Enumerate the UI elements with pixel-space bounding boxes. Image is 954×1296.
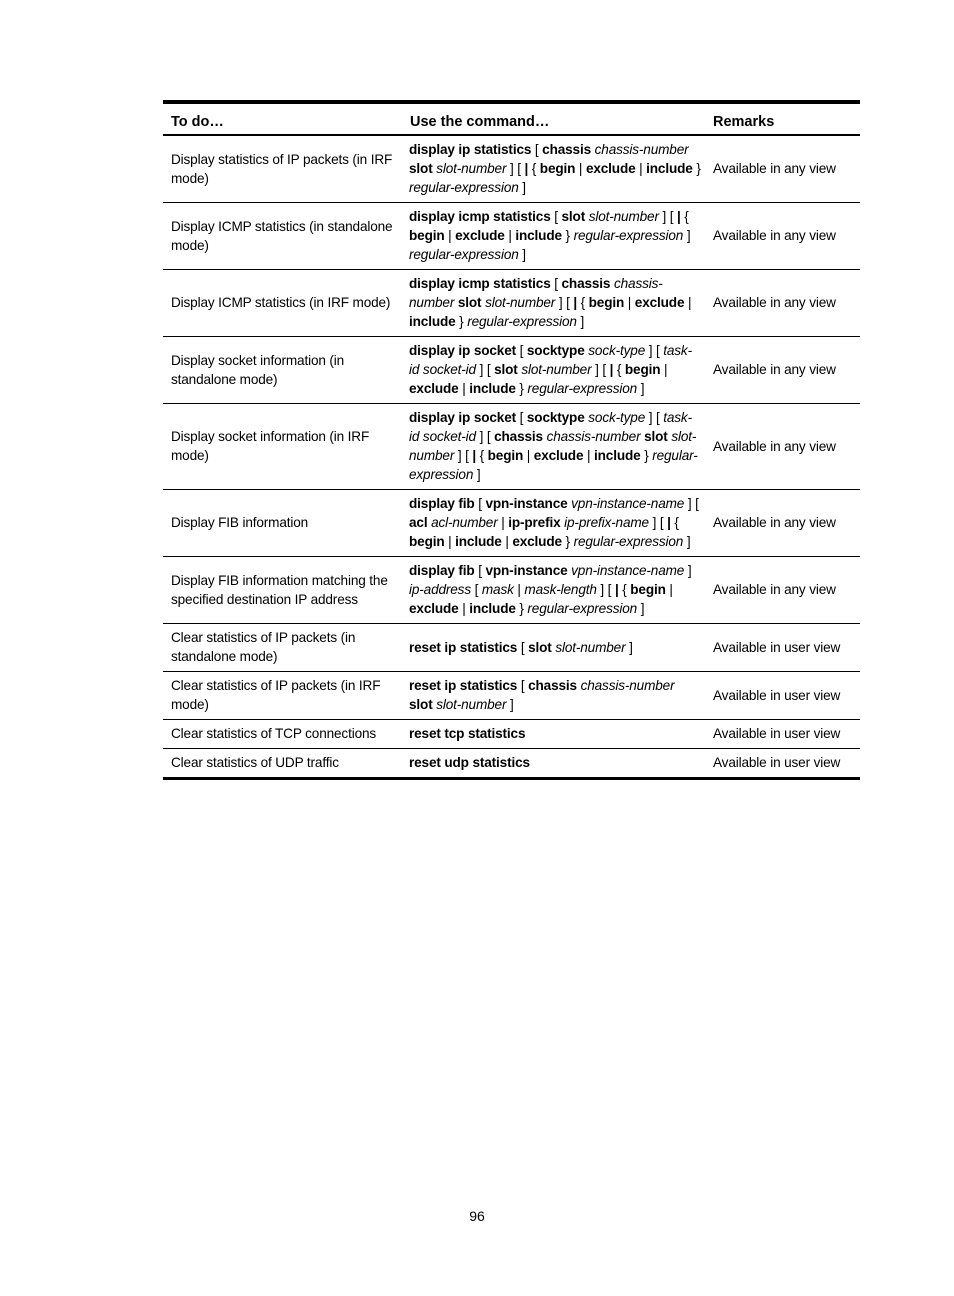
command-keyword: begin: [624, 362, 661, 377]
command-keyword: exclude: [455, 228, 505, 243]
command-syntax-text: [: [516, 410, 527, 425]
command-keyword: slot: [561, 209, 586, 224]
command-syntax: [402, 672, 705, 720]
header-todo: To do…: [163, 102, 402, 135]
command-syntax-text: |: [513, 582, 525, 597]
command-keyword: vpn-instance: [485, 496, 568, 511]
command-syntax: [402, 720, 705, 749]
command-argument: ip-address: [409, 582, 471, 597]
command-argument: acl-number: [431, 515, 498, 530]
command-argument: task-id: [409, 343, 692, 377]
command-syntax-text: |: [624, 295, 635, 310]
command-argument: regular-expression: [409, 180, 519, 195]
command-keyword: include: [469, 601, 516, 616]
remarks: Available in any view: [705, 203, 860, 270]
command-syntax: [402, 337, 705, 404]
command-keyword: slot: [644, 429, 668, 444]
command-syntax-text: |: [497, 515, 509, 530]
command-keyword: display ip socket: [409, 410, 516, 425]
command-keyword: display icmp statistics: [409, 209, 551, 224]
table-header-row: [163, 102, 860, 135]
task-description: Clear statistics of IP packets (in IRF mode): [163, 672, 402, 720]
remarks: Available in any view: [705, 490, 860, 557]
command-keyword: exclude: [585, 161, 636, 176]
command-syntax-text: ]: [473, 467, 481, 482]
command-argument: ip-prefix-name: [564, 515, 649, 530]
command-keyword: slot: [457, 295, 482, 310]
table-row: [163, 404, 860, 490]
task-description: Display ICMP statistics (in IRF mode): [163, 270, 402, 337]
command-keyword: display fib: [409, 563, 475, 578]
command-keyword: |: [472, 448, 476, 463]
command-keyword: |: [573, 295, 577, 310]
command-syntax-text: {: [618, 582, 631, 597]
command-keyword: begin: [487, 448, 524, 463]
remarks: Available in any view: [705, 135, 860, 203]
command-keyword: |: [614, 582, 619, 597]
command-argument: slot-number: [555, 639, 626, 655]
command-syntax-text: |: [684, 295, 692, 310]
command-argument: chassis-number: [409, 276, 663, 310]
command-syntax: [402, 404, 705, 490]
command-keyword: exclude: [634, 295, 685, 310]
command-syntax-text: [: [550, 276, 562, 291]
command-syntax-text: {: [576, 295, 589, 310]
command-keyword: slot: [528, 639, 552, 655]
command-syntax-text: |: [523, 448, 534, 463]
command-keyword: exclude: [409, 601, 459, 616]
header-remarks: Remarks: [705, 102, 860, 135]
task-description: Display statistics of IP packets (in IRF mode): [163, 135, 402, 203]
command-syntax-text: ]: [684, 563, 692, 578]
command-syntax-text: ]: [625, 639, 633, 655]
command-keyword: |: [667, 515, 671, 530]
command-argument: slot-number: [436, 697, 507, 712]
command-syntax-text: }: [561, 228, 574, 243]
command-argument: regular-expression: [573, 228, 684, 243]
command-syntax-text: |: [583, 448, 595, 463]
command-syntax: [402, 270, 705, 337]
command-keyword: chassis: [561, 276, 611, 291]
command-syntax-text: ] [: [658, 209, 677, 224]
table-row: [163, 749, 860, 779]
command-syntax-text: |: [444, 228, 456, 243]
command-syntax-text: ] [: [645, 410, 664, 425]
command-syntax-text: ] [: [454, 448, 473, 463]
command-keyword: begin: [409, 534, 445, 549]
command-syntax: [402, 624, 705, 672]
command-syntax: [402, 203, 705, 270]
table-row: [163, 135, 860, 203]
command-keyword: socktype: [526, 410, 585, 425]
command-syntax-text: [: [474, 563, 486, 578]
command-syntax-text: [: [516, 343, 527, 358]
task-description: Display socket information (in IRF mode): [163, 404, 402, 490]
command-syntax-text: ]: [518, 180, 526, 195]
command-keyword: reset tcp statistics: [409, 726, 526, 741]
command-keyword: display ip statistics: [409, 142, 532, 157]
command-keyword: |: [609, 362, 614, 377]
task-description: Display ICMP statistics (in standalone mode): [163, 203, 402, 270]
command-argument: vpn-instance-name: [571, 563, 685, 578]
command-syntax-text: }: [561, 534, 574, 549]
command-syntax-text: }: [692, 161, 701, 176]
command-syntax-text: |: [504, 228, 516, 243]
command-keyword: exclude: [533, 448, 584, 463]
command-keyword: slot: [409, 161, 433, 176]
command-keyword: begin: [539, 161, 576, 176]
command-argument: regular-expression: [409, 247, 519, 262]
command-syntax-text: ]: [506, 697, 514, 712]
command-argument: regular-expression: [527, 381, 638, 396]
command-argument: chassis-number: [580, 678, 675, 693]
command-keyword: exclude: [512, 534, 562, 549]
task-description: Display FIB information: [163, 490, 402, 557]
command-reference-table: [163, 100, 860, 780]
task-description: Display socket information (in standalone mode): [163, 337, 402, 404]
command-keyword: chassis: [494, 429, 543, 444]
command-syntax-text: }: [640, 448, 653, 463]
command-keyword: reset udp statistics: [409, 755, 530, 770]
command-keyword: ip-prefix: [508, 515, 561, 530]
command-argument: slot-number: [409, 429, 697, 463]
command-syntax: [402, 490, 705, 557]
command-syntax-text: ] [: [506, 161, 525, 176]
command-keyword: include: [515, 228, 562, 243]
task-description: Clear statistics of IP packets (in standalone mode): [163, 624, 402, 672]
command-keyword: |: [524, 161, 529, 176]
command-keyword: reset ip statistics: [409, 678, 518, 693]
command-keyword: acl: [409, 515, 428, 530]
command-syntax-text: ] [: [475, 429, 495, 444]
command-keyword: slot: [494, 362, 518, 377]
command-syntax-text: |: [665, 582, 673, 597]
command-argument: slot-number: [588, 209, 659, 224]
command-syntax-text: [: [470, 582, 482, 597]
command-syntax-text: }: [515, 381, 528, 396]
command-keyword: include: [646, 161, 693, 176]
command-syntax-text: {: [670, 515, 679, 530]
task-description: Clear statistics of UDP traffic: [171, 755, 339, 770]
remarks: Available in user view: [713, 755, 841, 770]
table-row: [163, 672, 860, 720]
remarks: Available in user view: [705, 624, 860, 672]
command-syntax-text: [: [550, 209, 562, 224]
command-argument: regular-expression: [527, 601, 638, 616]
command-syntax: [402, 135, 705, 203]
remarks: Available in any view: [705, 337, 860, 404]
command-syntax: [402, 749, 705, 779]
command-syntax-text: ] [: [596, 582, 615, 597]
command-keyword: include: [409, 314, 456, 329]
command-argument: slot-number: [485, 295, 556, 310]
command-argument: slot-number: [521, 362, 592, 377]
command-keyword: include: [594, 448, 641, 463]
command-syntax-text: |: [635, 161, 647, 176]
command-syntax-text: |: [575, 161, 586, 176]
command-syntax-text: ] [: [645, 343, 664, 358]
remarks: Available in any view: [705, 404, 860, 490]
command-keyword: reset ip statistics: [409, 639, 518, 655]
command-keyword: begin: [409, 228, 445, 243]
command-syntax-text: [: [517, 678, 529, 693]
command-keyword: display ip socket: [409, 343, 516, 358]
command-syntax-text: |: [458, 601, 470, 616]
remarks: Available in user view: [705, 672, 860, 720]
command-keyword: include: [455, 534, 502, 549]
command-syntax-text: ]: [637, 381, 645, 396]
command-syntax-text: ] [: [475, 362, 495, 377]
command-syntax-text: ]: [518, 247, 526, 262]
command-keyword: display icmp statistics: [409, 276, 551, 291]
command-keyword: exclude: [409, 381, 459, 396]
table-row: [163, 490, 860, 557]
command-syntax-text: }: [515, 601, 528, 616]
command-argument: sock-type: [588, 410, 646, 425]
command-syntax-text: ]: [683, 534, 691, 549]
command-argument: mask-length: [524, 582, 597, 597]
command-keyword: include: [469, 381, 516, 396]
command-syntax-text: {: [476, 448, 488, 463]
command-syntax-text: [: [695, 496, 699, 511]
table-row: [163, 624, 860, 672]
command-syntax-text: {: [680, 209, 689, 224]
table-row: [163, 557, 860, 624]
command-keyword: |: [676, 209, 681, 224]
command-keyword: begin: [630, 582, 666, 597]
command-syntax: [402, 557, 705, 624]
task-description: Display FIB information matching the specified destination IP address: [163, 557, 402, 624]
command-keyword: chassis: [528, 678, 577, 693]
task-description: Clear statistics of TCP connections: [163, 720, 402, 749]
command-keyword: vpn-instance: [485, 563, 568, 578]
command-syntax-text: |: [458, 381, 470, 396]
command-syntax-text: ]: [683, 228, 691, 243]
command-keyword: slot: [409, 697, 433, 712]
command-argument: regular-expression: [573, 534, 684, 549]
command-syntax-text: [: [517, 639, 529, 655]
table-row: [163, 270, 860, 337]
header-command: Use the command…: [402, 102, 705, 135]
command-argument: vpn-instance-name: [571, 496, 685, 511]
command-syntax-text: |: [660, 362, 668, 377]
command-argument: sock-type: [588, 343, 646, 358]
command-argument: chassis-number: [594, 142, 689, 157]
command-argument: regular-expression: [467, 314, 577, 329]
command-syntax-text: {: [528, 161, 540, 176]
command-syntax-text: ] [: [555, 295, 574, 310]
table-row: [163, 337, 860, 404]
table-body: [163, 135, 860, 779]
command-argument: slot-number: [436, 161, 507, 176]
remarks: Available in user view: [705, 720, 860, 749]
command-syntax-text: |: [501, 534, 513, 549]
command-syntax-text: ]: [684, 496, 696, 511]
command-keyword: display fib: [409, 496, 475, 511]
page-number: 96: [469, 1208, 485, 1224]
remarks: Available in any view: [705, 557, 860, 624]
table-row: [163, 203, 860, 270]
command-argument: socket-id: [422, 429, 476, 444]
command-argument: task-id: [409, 410, 692, 444]
command-keyword: socktype: [526, 343, 585, 358]
command-syntax-text: [: [474, 496, 486, 511]
command-syntax-text: |: [444, 534, 456, 549]
command-keyword: begin: [588, 295, 625, 310]
command-syntax-text: ]: [637, 601, 645, 616]
command-syntax-text: ] [: [591, 362, 610, 377]
command-argument: mask: [481, 582, 514, 597]
command-keyword: chassis: [542, 142, 591, 157]
command-syntax-text: [: [531, 142, 543, 157]
command-argument: socket-id: [422, 362, 476, 377]
command-syntax-text: {: [613, 362, 625, 377]
command-syntax-text: ] [: [648, 515, 668, 530]
table-row: [163, 720, 860, 749]
command-argument: regular-expression: [409, 448, 698, 482]
command-argument: chassis-number: [546, 429, 641, 444]
command-syntax-text: ]: [576, 314, 585, 329]
remarks: Available in any view: [705, 270, 860, 337]
command-syntax-text: }: [455, 314, 468, 329]
